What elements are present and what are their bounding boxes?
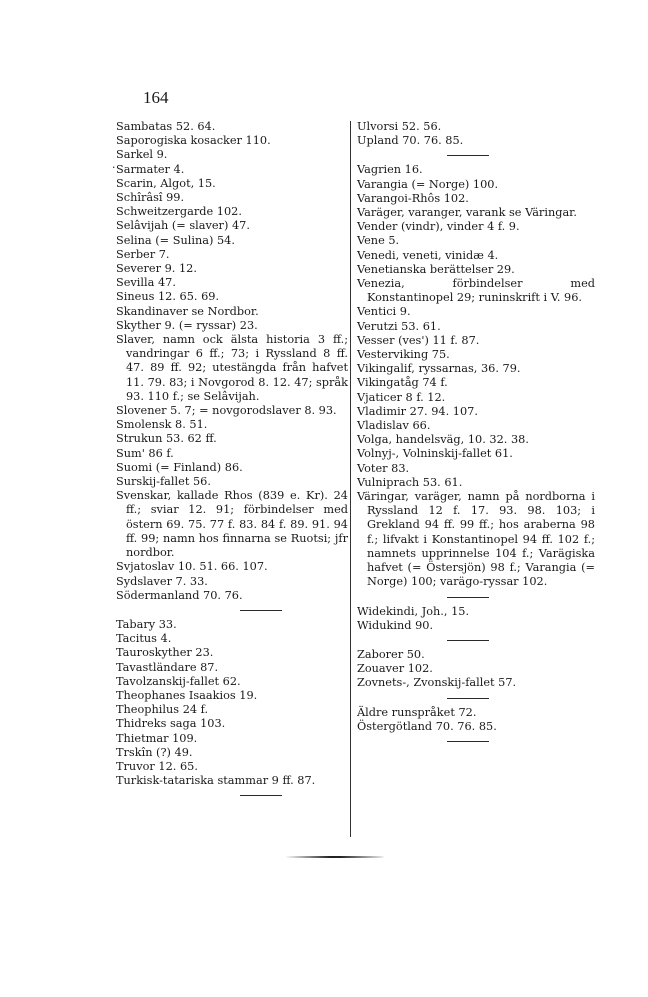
index-entry: Vikingatåg 74 f.	[357, 376, 448, 390]
index-entry: Serber 7.	[116, 247, 170, 261]
index-entry: Tabary 33.	[116, 617, 177, 631]
index-entry: Vladislav 66.	[357, 419, 431, 433]
index-entry: Äldre runspråket 72.	[357, 705, 477, 719]
index-entry: Zouaver 102.	[357, 662, 433, 676]
index-block-ao	[357, 706, 595, 734]
index-entry: Widekindi, Joh., 15.	[357, 604, 470, 618]
index-entry: Vesser (ves') 11 f. 87.	[357, 333, 480, 347]
column-divider	[350, 121, 351, 837]
index-entry: Varangia (= Norge) 100.	[357, 177, 499, 191]
index-entry: Volnyj-, Volninskij-fallet 61.	[357, 447, 513, 461]
index-entry: Trskîn (?) 49.	[116, 745, 193, 759]
index-entry: Verutzi 53. 61.	[357, 319, 441, 333]
index-entry: Varangoi-Rhôs 102.	[357, 191, 469, 205]
index-entry: Varäger, varanger, varank se Väringar.	[357, 206, 577, 220]
index-entry: Sambatas 52. 64.	[116, 120, 216, 133]
section-rule	[447, 597, 489, 598]
index-entry: Vagrien 16.	[357, 163, 423, 177]
index-entry: Sineus 12. 65. 69.	[116, 290, 220, 304]
index-entry: Thidreks saga 103.	[116, 717, 226, 731]
index-entry: Scarin, Algot, 15.	[116, 176, 216, 190]
index-entry: Vjaticer 8 f. 12.	[357, 390, 446, 404]
index-entry: Slaver, namn ock älsta historia 3 ff.; vandringar 6 ff.; 73; i Ryssland 8 ff. 47. 89 ff. 92; utestängda från hafvet 11. 79. 83; i Novgorod 8. 12. 47; språk 93. 110 f.; se Selâvijah.	[116, 333, 348, 403]
index-entry: Svjatoslav 10. 51. 66. 107.	[116, 560, 268, 574]
index-entry: Strukun 53. 62 ff.	[116, 432, 217, 446]
index-entry: Skyther 9. (= ryssar) 23.	[116, 318, 258, 332]
index-entry: Severer 9. 12.	[116, 262, 197, 276]
index-entry: Upland 70. 76. 85.	[357, 134, 464, 148]
index-entry: Sarkel 9.	[116, 148, 168, 162]
index-entry: Vene 5.	[357, 234, 400, 248]
index-entry: Vender (vindr), vinder 4 f. 9.	[357, 220, 520, 234]
index-entry: Ventici 9.	[357, 305, 411, 319]
index-entry: Venezia, förbindelser med Konstantinopel 29; runinskrift i V. 96.	[357, 277, 595, 305]
index-entry: Truvor 12. 65.	[116, 759, 198, 773]
index-entry: Thietmar 109.	[116, 731, 198, 745]
index-entry: Sum' 86 f.	[116, 446, 174, 460]
section-rule	[447, 698, 489, 699]
index-entry: Tacitus 4.	[116, 632, 172, 646]
index-entry: Schweitzergarde 102.	[116, 205, 242, 219]
index-entry: Vesterviking 75.	[357, 348, 450, 362]
index-entry: Selâvijah (= slaver) 47.	[116, 219, 250, 233]
index-block-w	[357, 605, 595, 633]
index-entry: Theophilus 24 f.	[116, 703, 209, 717]
section-rule	[240, 610, 282, 611]
index-entry: Vikingalif, ryssarnas, 36. 79.	[357, 362, 521, 376]
index-entry: Vladimir 27. 94. 107.	[357, 404, 478, 418]
index-entry: Södermanland 70. 76.	[116, 588, 243, 602]
index-entry: Volga, handelsväg, 10. 32. 38.	[357, 433, 529, 447]
index-entry: Slovener 5. 7; = novgorodslaver 8. 93.	[116, 404, 337, 418]
index-entry: Svenskar, kallade Rhos (839 e. Kr). 24 ff.; sviar 12. 91; förbindelser med östern 69. 75. 77 f. 83. 84 f. 89. 91. 94 ff. 99; namn hos finnarna se Ruotsi; jfr nordbor.	[116, 489, 348, 560]
index-entry: Suomi (= Finland) 86.	[116, 460, 243, 474]
index-block-v	[357, 163, 595, 589]
index-entry: Skandinaver se Nordbor.	[116, 304, 259, 318]
section-rule	[447, 741, 489, 742]
index-entry: Zovnets-, Zvonskij-fallet 57.	[357, 676, 517, 690]
section-rule	[447, 640, 489, 641]
index-entry: Ulvorsi 52. 56.	[357, 120, 442, 133]
index-entry: Väringar, varäger, namn på nordborna i Ryssland 12 f. 17. 93. 98. 103; i Grekland 94 ff. 99 ff.; hos araberna 98 f.; lifvakt i Konstantinopel 94 ff. 102 f.; namnets upprinnelse 104 f.; Varägiska hafvet (= Östersjön) 98 f.; Varangia (= Norge) 100; varägo-ryssar 102.	[357, 490, 595, 589]
index-entry: Tavastländare 87.	[116, 660, 219, 674]
index-entry: Zaborer 50.	[357, 647, 425, 661]
index-entry: Selina (= Sulina) 54.	[116, 233, 235, 247]
tail-ornament	[285, 855, 385, 859]
index-entry: Venetianska berättelser 29.	[357, 262, 515, 276]
index-entry: Theophanes Isaakios 19.	[116, 688, 258, 702]
index-entry: Vulniprach 53. 61.	[357, 475, 463, 489]
index-block-s	[116, 120, 348, 603]
section-rule	[240, 795, 282, 796]
index-entry: Tavolzanskij-fallet 62.	[116, 674, 241, 688]
index-entry: Voter 83.	[357, 461, 410, 475]
index-column-right	[357, 120, 595, 749]
index-entry: Sydslaver 7. 33.	[116, 574, 208, 588]
index-entry: Turkisk-tatariska stammar 9 ff. 87.	[116, 774, 316, 788]
index-block-z	[357, 648, 595, 691]
index-entry: Östergötland 70. 76. 85.	[357, 719, 497, 733]
index-entry: Smolensk 8. 51.	[116, 418, 208, 432]
page-number: 164	[143, 88, 169, 107]
index-entry: Saporogiska kosacker 110.	[116, 134, 271, 148]
index-entry: Schîrâsî 99.	[116, 191, 185, 205]
index-entry: Venedi, veneti, vinidæ 4.	[357, 248, 499, 262]
index-entry: Sarmater 4.	[116, 162, 185, 176]
index-entry: Widukind 90.	[357, 618, 434, 632]
index-entry: Sevilla 47.	[116, 276, 176, 290]
index-block-t	[116, 618, 348, 788]
index-column-left	[116, 120, 348, 803]
index-block-u	[357, 120, 595, 148]
section-rule	[447, 155, 489, 156]
index-entry: Surskij-fallet 56.	[116, 475, 211, 489]
margin-dot: ·	[112, 161, 116, 174]
index-entry: Tauroskyther 23.	[116, 646, 214, 660]
